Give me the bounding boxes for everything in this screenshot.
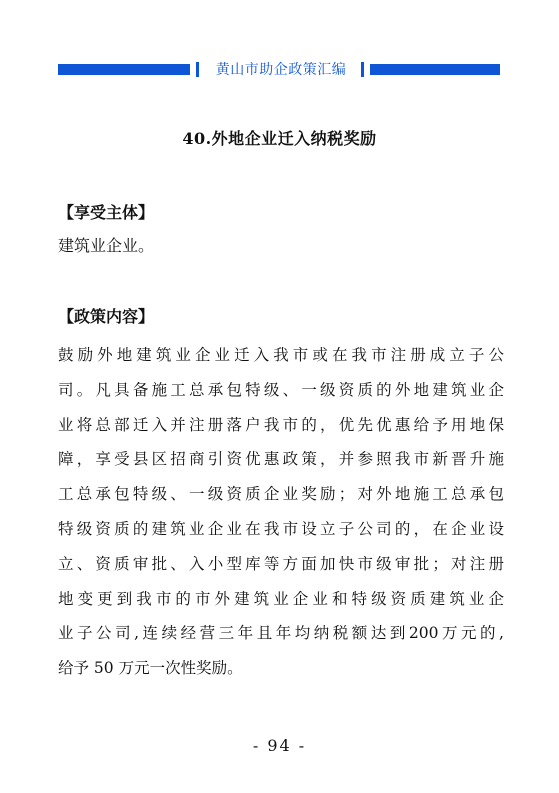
policy-line: 鼓励外地建筑业企业迁入我市或在我市注册成立子公 [58, 346, 504, 364]
beneficiary-heading: 【享受主体】 [58, 203, 155, 222]
header-tick-right [361, 62, 364, 77]
policy-line: 特级资质的建筑业企业在我市设立子公司的，在企业设 [58, 519, 504, 538]
header-band [58, 60, 500, 80]
policy-line: 立、资质审批、入小型库等方面加快市级审批；对注册 [58, 554, 504, 573]
policy-line: 业将总部迁入并注册落户我市的，优先优惠给予用地保 [58, 415, 504, 434]
beneficiary-text: 建筑业企业。 [58, 236, 155, 255]
policy-heading: 【政策内容】 [58, 307, 155, 326]
header-bar-right [370, 64, 500, 75]
policy-line: 给予 50 万元一次性奖励。 [58, 659, 243, 678]
header-tick-left [196, 62, 199, 77]
page-number: - 94 - [252, 736, 307, 755]
policy-line: 地变更到我市的市外建筑业企业和特级资质建筑业企 [58, 589, 504, 608]
policy-line: 司。凡具备施工总承包特级、一级资质的外地建筑业企 [58, 380, 504, 399]
header-bar-left [58, 64, 190, 75]
page-title: 40.外地企业迁入纳税奖励 [182, 129, 377, 148]
policy-body [58, 338, 504, 686]
policy-line: 工总承包特级、一级资质企业奖励；对外地施工总承包 [58, 485, 504, 504]
policy-line: 业子公司,连续经营三年且年均纳税额达到200万元的, [58, 624, 504, 643]
header-title: 黄山市助企政策汇编 [215, 62, 347, 78]
policy-line: 障，享受县区招商引资优惠政策，并参照我市新晋升施 [58, 450, 504, 469]
